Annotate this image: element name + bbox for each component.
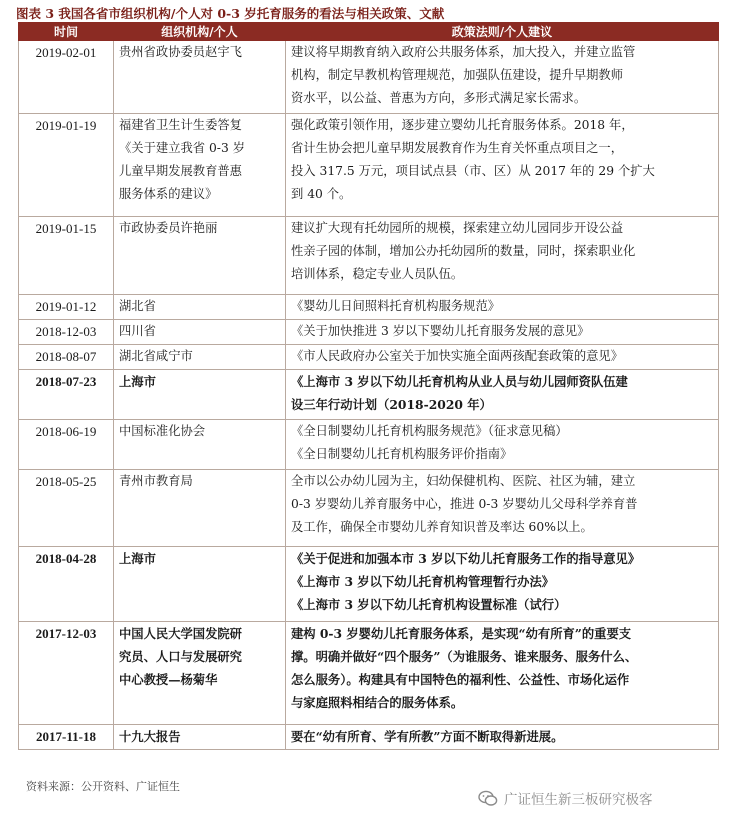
table-row xyxy=(19,725,719,750)
cell-org xyxy=(114,370,286,420)
cell-policy xyxy=(286,41,719,114)
header-row xyxy=(19,23,719,41)
cell-date: 2019-02-01 xyxy=(19,41,114,114)
cell-date: 2018-08-07 xyxy=(19,345,114,370)
cell-org xyxy=(114,41,286,114)
cell-policy xyxy=(286,114,719,217)
cell-date: 2018-04-28 xyxy=(19,547,114,622)
policy-line: 要在“幼有所育、学有所教”方面不断取得新进展。 xyxy=(291,729,564,744)
cell-policy xyxy=(286,345,719,370)
org-line: 中心教授—杨菊华 xyxy=(119,672,218,687)
cell-date: 2017-12-03 xyxy=(19,622,114,725)
policy-line: 及工作，确保全市婴幼儿养育知识普及率达 60%以上。 xyxy=(291,520,593,534)
table-body xyxy=(19,41,719,750)
cell-date: 2018-05-25 xyxy=(19,470,114,547)
policy-line: 投入 317.5 万元，项目试点县（市、区）从 2017 年的 29 个扩大 xyxy=(291,164,655,178)
table-row xyxy=(19,622,719,725)
cell-date: 2019-01-15 xyxy=(19,217,114,295)
policy-table xyxy=(18,22,719,750)
policy-line: 建构 0-3 岁婴幼儿托育服务体系，是实现“幼有所育”的重要支 xyxy=(291,626,632,641)
policy-line: 《关于加快推进 3 岁以下婴幼儿托育服务发展的意见》 xyxy=(291,324,590,338)
table-caption: 图表 3 我国各省市组织机构/个人对 0-3 岁托育服务的看法与相关政策、文献 xyxy=(16,6,445,21)
cell-policy xyxy=(286,320,719,345)
policy-line: 怎么服务）。构建具有中国特色的福利性、公益性、市场化运作 xyxy=(291,672,630,687)
policy-line: 《上海市 3 岁以下幼儿托育机构设置标准（试行） xyxy=(291,597,567,612)
cell-org xyxy=(114,320,286,345)
table-row xyxy=(19,217,719,295)
policy-line: 培训体系，稳定专业人员队伍。 xyxy=(291,267,464,281)
cell-policy xyxy=(286,420,719,470)
policy-line: 资水平，以公益、普惠为方向，多形式满足家长需求。 xyxy=(291,91,587,105)
table-row xyxy=(19,114,719,217)
policy-line: 《全日制婴幼儿托育机构服务评价指南》 xyxy=(291,447,513,461)
policy-line: 《上海市 3 岁以下幼儿托育机构管理暂行办法》 xyxy=(291,574,555,589)
policy-line: 《关于促进和加强本市 3 岁以下幼儿托育服务工作的指导意见》 xyxy=(291,551,641,566)
policy-line: 建议将早期教育纳入政府公共服务体系，加大投入，并建立监管 xyxy=(291,45,636,59)
watermark-text: 广证恒生新三板研究极客 xyxy=(504,792,653,808)
cell-date: 2018-07-23 xyxy=(19,370,114,420)
cell-date: 2017-11-18 xyxy=(19,725,114,750)
source-note: 资料来源：公开资料、广证恒生 xyxy=(26,780,180,793)
cell-org xyxy=(114,295,286,320)
table-row xyxy=(19,345,719,370)
org-line: 《关于建立我省 0-3 岁 xyxy=(119,141,245,155)
cell-org xyxy=(114,725,286,750)
policy-line: 撑。明确并做好“四个服务”（为谁服务、谁来服务、服务什么、 xyxy=(291,649,638,664)
org-line: 湖北省咸宁市 xyxy=(119,349,193,363)
cell-date: 2019-01-12 xyxy=(19,295,114,320)
cell-policy xyxy=(286,295,719,320)
org-line: 中国标准化协会 xyxy=(119,424,206,438)
org-line: 上海市 xyxy=(119,551,156,566)
policy-line: 《婴幼儿日间照料托育机构服务规范》 xyxy=(291,299,501,313)
policy-line: 《上海市 3 岁以下幼儿托育机构从业人员与幼儿园师资队伍建 xyxy=(291,374,628,389)
org-line: 儿童早期发展教育普惠 xyxy=(119,164,242,178)
cell-policy xyxy=(286,217,719,295)
policy-line: 机构，制定早教机构管理规范，加强队伍建设，提升早期教师 xyxy=(291,68,624,82)
cell-policy xyxy=(286,547,719,622)
org-line: 四川省 xyxy=(119,324,156,338)
cell-date: 2018-12-03 xyxy=(19,320,114,345)
policy-line: 到 40 个。 xyxy=(291,187,352,201)
policy-line: 与家庭照料相结合的服务体系。 xyxy=(291,695,464,710)
table-row xyxy=(19,547,719,622)
cell-org xyxy=(114,470,286,547)
policy-line: 省计生协会把儿童早期发展教育作为生育关怀重点项目之一， xyxy=(291,141,624,155)
policy-line: 建议扩大现有托幼园所的规模，探索建立幼儿园同步开设公益 xyxy=(291,221,624,235)
policy-line: 性亲子园的体制，增加公办托幼园所的数量，同时，探索职业化 xyxy=(291,244,636,258)
policy-line: 0-3 岁婴幼儿养育服务中心，推进 0-3 岁婴幼儿父母科学养育普 xyxy=(291,497,638,511)
cell-org xyxy=(114,114,286,217)
cell-date: 2019-01-19 xyxy=(19,114,114,217)
watermark xyxy=(478,788,653,808)
cell-org xyxy=(114,345,286,370)
cell-org xyxy=(114,420,286,470)
header-date: 时间 xyxy=(19,23,114,41)
org-line: 市政协委员许艳丽 xyxy=(119,221,218,235)
table-row xyxy=(19,470,719,547)
org-line: 服务体系的建议》 xyxy=(119,187,218,201)
org-line: 中国人民大学国发院研 xyxy=(119,626,242,641)
cell-policy xyxy=(286,725,719,750)
policy-line: 《市人民政府办公室关于加快实施全面两孩配套政策的意见》 xyxy=(291,349,624,363)
policy-line: 设三年行动计划（2018-2020 年） xyxy=(291,397,492,412)
cell-org xyxy=(114,217,286,295)
cell-org xyxy=(114,547,286,622)
cell-policy xyxy=(286,470,719,547)
cell-policy xyxy=(286,370,719,420)
header-policy: 政策法则/个人建议 xyxy=(286,23,719,41)
org-line: 上海市 xyxy=(119,374,156,389)
org-line: 湖北省 xyxy=(119,299,156,313)
table-row xyxy=(19,420,719,470)
table-row xyxy=(19,41,719,114)
org-line: 福建省卫生计生委答复 xyxy=(119,118,242,132)
org-line: 究员、人口与发展研究 xyxy=(119,649,242,664)
cell-date: 2018-06-19 xyxy=(19,420,114,470)
cell-policy xyxy=(286,622,719,725)
header-org: 组织机构/个人 xyxy=(114,23,286,41)
table-row xyxy=(19,370,719,420)
policy-line: 《全日制婴幼儿托育机构服务规范》（征求意见稿） xyxy=(291,424,568,438)
org-line: 青州市教育局 xyxy=(119,474,193,488)
table-row xyxy=(19,320,719,345)
table-row xyxy=(19,295,719,320)
policy-line: 强化政策引领作用，逐步建立婴幼儿托育服务体系。2018 年， xyxy=(291,118,634,132)
org-line: 十九大报告 xyxy=(119,729,181,744)
cell-org xyxy=(114,622,286,725)
org-line: 贵州省政协委员赵宇飞 xyxy=(119,45,242,59)
wechat-icon xyxy=(478,790,498,807)
policy-line: 全市以公办幼儿园为主，妇幼保健机构、医院、社区为辅，建立 xyxy=(291,474,636,488)
